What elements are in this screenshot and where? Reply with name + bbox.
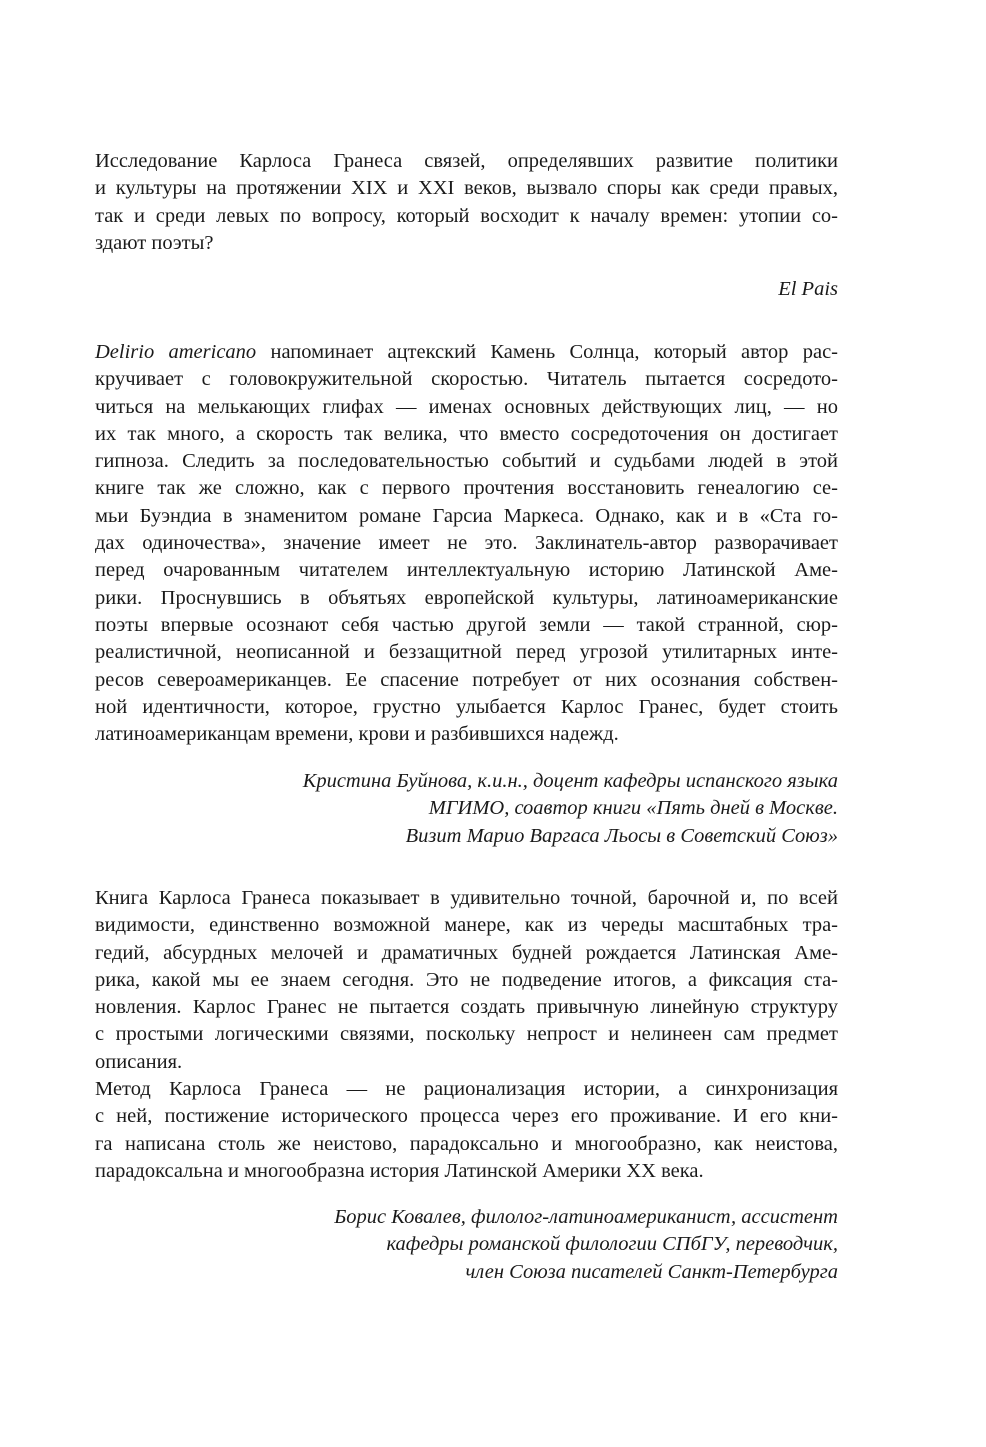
text-line-content: описания.: [95, 1050, 183, 1073]
review-buynova-text: [95, 339, 838, 748]
text-line: [95, 1021, 838, 1048]
text-line-content: кафедры романской филологии СПбГУ, переводчик,: [386, 1233, 838, 1256]
review-elpais-text: [95, 148, 838, 257]
text-line: [95, 421, 838, 448]
text-line-content: ной идентичности, которое, грустно улыбается Карлос Гранес, будет стоить: [95, 695, 838, 718]
text-line-content: с простыми логическими связями, поскольку непрост и нелинеен сам предмет: [95, 1023, 838, 1046]
text-line: [95, 667, 838, 694]
text-line-content: читься на мелькающих глифах — именах основных действующих лиц, — но: [95, 395, 838, 418]
text-line: [95, 795, 838, 822]
text-line: [95, 940, 838, 967]
text-line-content: рики. Проснувшись в объятьях европейской культуры, латиноамериканские: [95, 586, 838, 609]
book-title-italic: Delirio americano: [95, 341, 257, 363]
text-line-content: их так много, а скорость так велика, что вместо сосредоточения он достигает: [95, 422, 838, 445]
text-line: [95, 1103, 838, 1130]
text-line: [95, 557, 838, 584]
text-line-content: кручивает с головокружительной скоростью. Читатель пытается сосредото-: [95, 368, 838, 391]
text-line: [95, 912, 838, 939]
text-line-content: Кристина Буйнова, к.и.н., доцент кафедры испанского языка: [302, 770, 838, 792]
text-line-content: рика, какой мы ее знаем сегодня. Это не подведение итогов, а фиксация ста-: [95, 968, 838, 991]
text-line-content: мьи Буэндиа в знаменитом романе Гарсиа Маркеса. Однако, как и в «Ста го-: [95, 504, 838, 527]
text-line: [95, 230, 838, 257]
text-line: [95, 475, 838, 502]
text-line: [95, 823, 838, 850]
text-line: [95, 1049, 838, 1076]
text-line-content: Визит Марио Варгаса Льосы в Советский Союз»: [405, 824, 838, 847]
text-line: [95, 1259, 838, 1286]
review-kovalev-text-2: [95, 1076, 838, 1185]
text-line: [95, 1231, 838, 1258]
text-line-content: парадоксальна и многообразна история Латинской Америки XX века.: [95, 1159, 704, 1182]
text-line-content: поэты впервые осознают себя частью другой земли — такой странной, сюр-: [95, 613, 838, 636]
text-line: [95, 1158, 838, 1185]
text-line: [95, 885, 838, 912]
text-line: [95, 203, 838, 230]
text-line-content: El Pais: [778, 278, 838, 300]
text-line: [95, 585, 838, 612]
text-line-content: гипноза. Следить за последовательностью событий и судьбами людей в этой: [95, 450, 838, 473]
text-line-content: МГИМО, соавтор книги «Пять дней в Москве.: [428, 797, 838, 820]
text-line-content: новления. Карлос Гранес не пытается создать привычную линейную структуру: [95, 996, 838, 1019]
text-line: [95, 639, 838, 666]
text-line-content: член Союза писателей Санкт-Петербурга: [465, 1260, 838, 1283]
text-line: [95, 148, 838, 175]
text-line: [95, 612, 838, 639]
review-kovalev-attribution: [95, 1204, 838, 1286]
text-line-content: перед очарованным читателем интеллектуальную историю Латинской Аме-: [95, 559, 838, 582]
text-line: [95, 1204, 838, 1231]
text-line-content: видимости, единственно возможной манере, как из череды масштабных тра-: [95, 914, 838, 937]
text-line-content: Книга Карлоса Гранеса показывает в удивительно точной, барочной и, по всей: [95, 887, 838, 909]
text-line: [95, 530, 838, 557]
text-line: [95, 448, 838, 475]
text-line: [95, 394, 838, 421]
text-line: [95, 366, 838, 393]
text-line-content: Борис Ковалев, филолог-латиноамериканист, ассистент: [334, 1206, 838, 1228]
review-buynova-attribution: [95, 768, 838, 850]
review-kovalev-text-1: [95, 885, 838, 1076]
text-line: [95, 1076, 838, 1103]
text-line: [95, 694, 838, 721]
text-line-content: напоминает ацтекский Камень Солнца, который автор рас-: [256, 341, 838, 363]
text-line-content: дах одиночества», значение имеет не это. Заклинатель-автор разворачивает: [95, 532, 838, 555]
text-line-content: и культуры на протяжении XIX и XXI веков, вызвало споры как среди правых,: [95, 177, 838, 200]
text-line: [95, 339, 838, 366]
text-line-content: книге так же сложно, как с первого прочтения восстановить генеалогию се-: [95, 477, 838, 500]
text-line: [95, 1131, 838, 1158]
text-line: [95, 503, 838, 530]
text-line: [95, 175, 838, 202]
text-line: [95, 721, 838, 748]
text-line: [95, 768, 838, 795]
text-line: [95, 276, 838, 303]
text-line-content: реалистичной, неописанной и беззащитной перед угрозой утилитарных инте-: [95, 641, 838, 664]
text-line-content: ресов североамериканцев. Ее спасение потребует от них осознания собствен-: [95, 668, 838, 691]
text-line-content: здают поэты?: [95, 231, 214, 254]
text-line: [95, 994, 838, 1021]
text-line-content: га написана столь же неистово, парадоксально и многообразно, как неистова,: [95, 1132, 838, 1155]
text-line-content: с ней, постижение исторического процесса через его проживание. И его кни-: [95, 1105, 838, 1128]
text-line-content: латиноамериканцам времени, крови и разбившихся надежд.: [95, 723, 619, 746]
text-line: [95, 967, 838, 994]
text-line-content: Исследование Карлоса Гранеса связей, определявших развитие политики: [95, 150, 838, 172]
review-elpais-attribution: [95, 276, 838, 303]
text-line-content: так и среди левых по вопросу, который восходит к началу времен: утопии со-: [95, 204, 838, 227]
text-line-content: Метод Карлоса Гранеса — не рационализация истории, а синхронизация: [95, 1078, 838, 1100]
text-line-content: гедий, абсурдных мелочей и драматичных будней рождается Латинская Аме-: [95, 941, 838, 964]
